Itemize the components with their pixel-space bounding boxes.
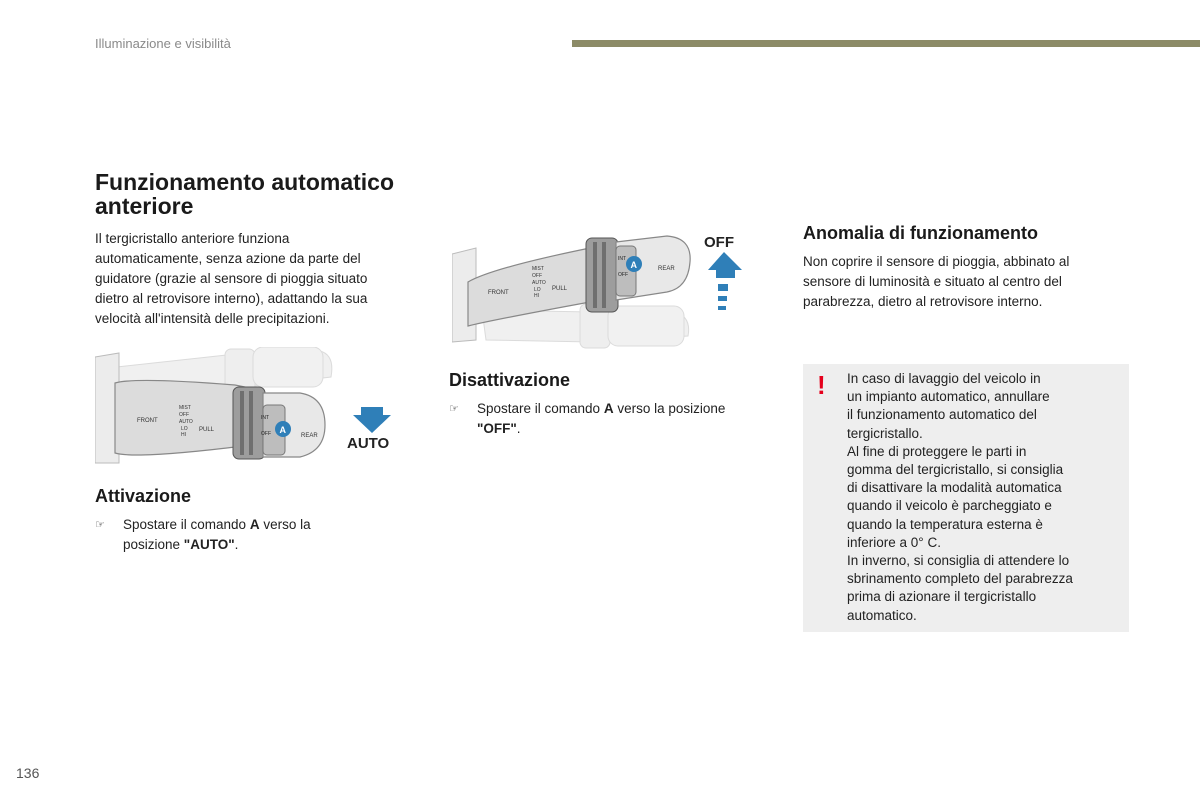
warning-box [803,364,1129,632]
warning-line: Al fine di proteggere le parti in [847,443,1027,459]
label-auto: AUTO [532,280,546,286]
deactivation-key: A [603,401,614,416]
intro-line: automaticamente, senza azione da parte del [95,251,361,266]
label-rear: REAR [658,266,675,272]
arrow-down-icon [353,347,391,433]
deactivation-heading: Disattivazione [449,370,571,390]
label-rear: REAR [301,433,318,439]
deactivation-text-b: verso la posizione [613,401,726,416]
label-off: OFF [179,412,189,418]
activation-value: "AUTO" [183,537,235,552]
figure-auto [95,347,405,469]
warning-line: di disattivare la modalità automatica [847,480,1062,496]
deactivation-text-c: . [516,421,521,436]
header-bar [572,40,1200,47]
intro-line: Il tergicristallo anteriore funziona [95,231,290,246]
intro-line: guidatore (grazie al sensore di pioggia situato [95,271,368,286]
column-left [95,170,425,329]
warning-line: In caso di lavaggio del veicolo in [847,371,1041,386]
warning-line: quando la temperatura esterna è [847,516,1043,532]
deactivation-bullet [449,399,779,439]
bullet-hand-icon: ☞ [95,519,105,531]
section-title: Illuminazione e visibilità [95,36,231,51]
wiper-lever-off-illustration [452,230,752,355]
figure-off [452,230,752,355]
activation-bullet-text [95,515,395,555]
warning-line: tergicristallo. [847,425,923,441]
malfunction-heading: Anomalia di funzionamento [803,223,1039,243]
intro-line: velocità all'intensità delle precipitazioni. [95,311,330,326]
activation-bullet [95,515,395,555]
exclamation-icon: ! [817,370,826,400]
callout-a-label: A [279,425,286,435]
label-off-ring: OFF [261,431,271,437]
off-direction-label: OFF [704,234,734,251]
bullet-hand-icon: ☞ [449,403,459,415]
malfunction-line: Non coprire il sensore di pioggia, abbinato al [803,254,1070,269]
label-lo: LO [534,287,541,293]
label-pull: PULL [552,286,568,292]
label-pull: PULL [199,427,215,433]
label-int: INT [618,256,627,262]
auto-direction-label: AUTO [347,435,390,452]
intro-line: dietro al retrovisore interno), adattando la sua [95,291,368,306]
warning-line: sbrinamento completo del parabrezza [847,571,1073,587]
activation-text-d: . [234,537,239,552]
malfunction-paragraph [803,252,1133,312]
activation-heading: Attivazione [95,486,192,506]
page-title-line1: Funzionamento automatico [95,169,394,195]
page-title [95,170,425,218]
warning-line: inferiore a 0° C. [847,534,941,550]
deactivation-text-a: Spostare il comando [477,401,604,416]
wiper-lever-auto-illustration [95,347,405,469]
activation-text-b: verso la [259,517,311,532]
label-mist: MIST [179,405,191,411]
activation-text-a: Spostare il comando [123,517,250,532]
warning-line: prima di azionare il tergicristallo [847,589,1037,605]
warning-line: automatico. [847,607,917,623]
deactivation-value: "OFF" [477,421,517,436]
activation-text-c: posizione [123,537,184,552]
label-mist: MIST [532,266,544,272]
label-off: OFF [532,273,542,279]
callout-a-label: A [630,260,637,270]
label-int: INT [261,415,270,421]
warning-text [847,370,1123,625]
label-hi: HI [181,432,186,438]
page-title-line2: anteriore [95,193,194,219]
warning-line: In inverno, si consiglia di attendere lo [847,553,1070,569]
label-off-ring: OFF [618,272,628,278]
label-front: FRONT [488,290,509,296]
deactivation-bullet-text [449,399,779,439]
label-auto: AUTO [179,419,193,425]
malfunction-line: parabrezza, dietro al retrovisore interno. [803,294,1043,309]
warning-line: gomma del tergicristallo, si consiglia [847,462,1064,478]
warning-line: il funzionamento automatico del [847,407,1037,423]
intro-paragraph [95,229,425,329]
warning-line: un impianto automatico, annullare [847,389,1050,405]
warning-line: quando il veicolo è parcheggiato e [847,498,1052,514]
activation-key: A [249,517,260,532]
label-lo: LO [181,426,188,432]
arrow-up-icon [708,252,742,310]
page-number: 136 [16,765,40,781]
malfunction-line: sensore di luminosità e situato al centro del [803,274,1062,289]
label-front: FRONT [137,418,158,424]
label-hi: HI [534,293,539,299]
